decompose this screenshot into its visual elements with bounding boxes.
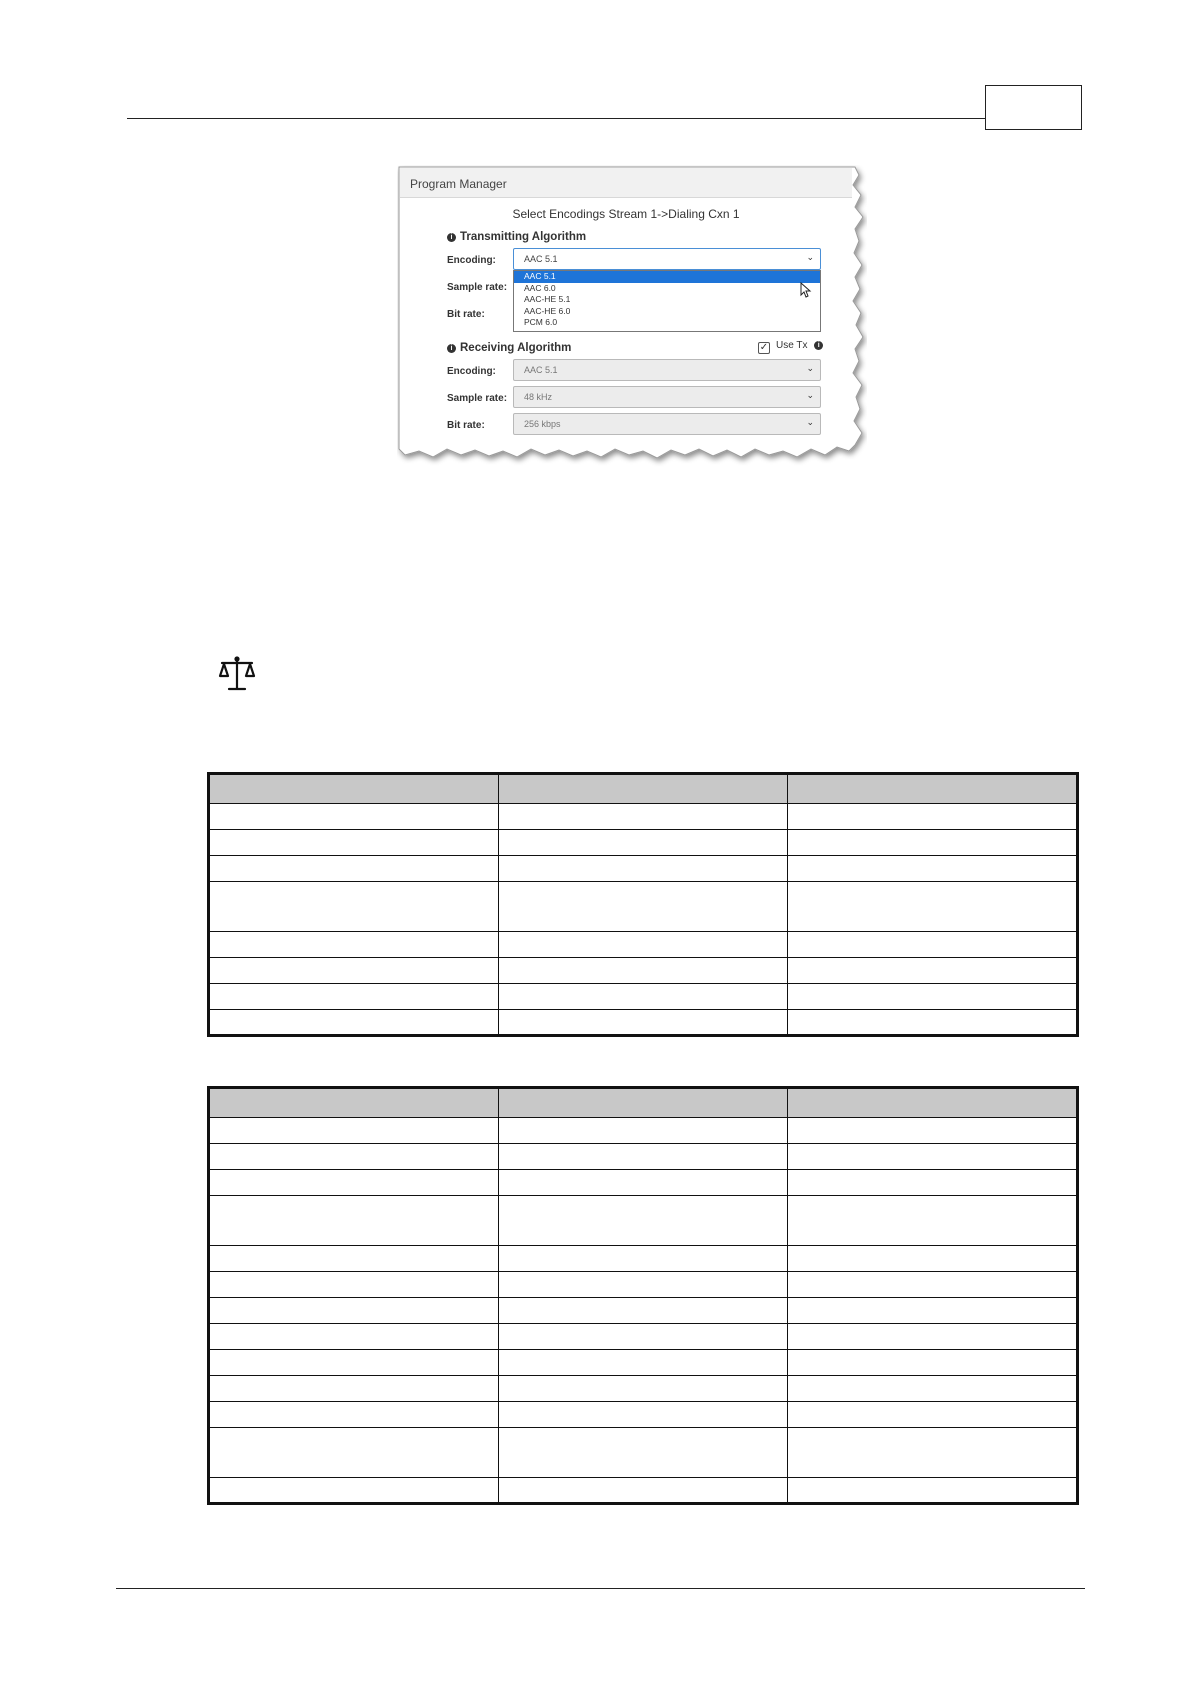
table-cell	[209, 1170, 499, 1196]
table-cell	[788, 804, 1078, 830]
table-row	[209, 932, 1078, 958]
table-cell	[209, 804, 499, 830]
tx-bit-rate-label: Bit rate:	[447, 309, 485, 320]
table-cell	[498, 984, 788, 1010]
footer-rule	[116, 1588, 1085, 1589]
table-cell	[209, 1298, 499, 1324]
page-number-box	[985, 85, 1082, 130]
program-manager-dialog	[400, 168, 852, 460]
table-row	[209, 984, 1078, 1010]
table-cell	[498, 1324, 788, 1350]
receiving-section-title	[447, 342, 571, 354]
dropdown-option[interactable]: PCM 6.0	[524, 317, 558, 327]
table-cell	[788, 1376, 1078, 1402]
chevron-down-icon: ⌄	[806, 363, 814, 373]
table-row	[209, 804, 1078, 830]
table-row	[209, 1428, 1078, 1478]
header-cell	[209, 774, 499, 804]
rx-encoding-value: AAC 5.1	[524, 365, 558, 375]
dialog-subtitle: Select Encodings Stream 1->Dialing Cxn 1	[512, 207, 740, 221]
table-row	[209, 830, 1078, 856]
table-cell	[498, 856, 788, 882]
table-row	[209, 1324, 1078, 1350]
table-cell	[209, 1376, 499, 1402]
table-cell	[788, 1324, 1078, 1350]
rx-sample-rate-label: Sample rate:	[447, 393, 508, 404]
table-cell	[498, 1298, 788, 1324]
table-cell	[209, 1402, 499, 1428]
table-cell	[788, 1298, 1078, 1324]
table-cell	[209, 1272, 499, 1298]
header-cell	[498, 774, 788, 804]
table-cell	[788, 958, 1078, 984]
table-cell	[209, 882, 499, 932]
table-row	[209, 1010, 1078, 1036]
table-cell	[498, 1246, 788, 1272]
table-cell	[498, 1144, 788, 1170]
rx-bit-rate-value: 256 kbps	[524, 419, 561, 429]
table-row	[209, 1118, 1078, 1144]
rx-encoding-select[interactable]	[513, 359, 821, 381]
table-cell	[209, 932, 499, 958]
table-cell	[209, 1196, 499, 1246]
table-cell	[209, 1246, 499, 1272]
table-cell	[209, 1350, 499, 1376]
table-cell	[788, 1196, 1078, 1246]
table-cell	[788, 1118, 1078, 1144]
table-cell	[498, 1428, 788, 1478]
table-cell	[209, 830, 499, 856]
table-cell	[788, 1478, 1078, 1504]
table-cell	[209, 1144, 499, 1170]
table-cell	[788, 1144, 1078, 1170]
table-row	[209, 1350, 1078, 1376]
chevron-down-icon: ⌄	[806, 390, 814, 400]
dropdown-option[interactable]: AAC 6.0	[524, 282, 556, 293]
table-cell	[788, 984, 1078, 1010]
encoding-dropdown-list	[513, 270, 821, 332]
tx-encoding-label: Encoding:	[447, 255, 496, 266]
chevron-down-icon: ⌄	[806, 417, 814, 427]
window-title: Program Manager	[400, 168, 852, 198]
table-row	[209, 1402, 1078, 1428]
table-cell	[498, 958, 788, 984]
receiving-title-text: Receiving Algorithm	[460, 342, 572, 354]
table-cell	[788, 1010, 1078, 1036]
mouse-pointer-icon	[800, 282, 812, 298]
table-cell	[498, 830, 788, 856]
table-row	[209, 1170, 1078, 1196]
table-cell	[209, 1478, 499, 1504]
info-icon[interactable]: i	[447, 233, 456, 242]
table-cell	[498, 1402, 788, 1428]
table-cell	[209, 958, 499, 984]
table-cell	[788, 856, 1078, 882]
transmitting-section-title	[447, 231, 586, 243]
check-icon[interactable]: ✓	[759, 342, 769, 353]
table-cell	[209, 1324, 499, 1350]
table-cell	[788, 1170, 1078, 1196]
use-tx-label: Use Tx	[776, 340, 808, 351]
tx-encoding-select[interactable]	[513, 248, 821, 270]
table-row	[209, 856, 1078, 882]
table-header-row	[209, 1088, 1078, 1118]
header-cell	[209, 1088, 499, 1118]
table-cell	[498, 804, 788, 830]
table-cell	[498, 932, 788, 958]
table-cell	[209, 856, 499, 882]
scales-icon	[217, 654, 257, 694]
table-cell	[788, 1350, 1078, 1376]
header-rule	[127, 118, 985, 119]
table-cell	[498, 1350, 788, 1376]
rx-encoding-label: Encoding:	[447, 366, 496, 377]
header-cell	[788, 774, 1078, 804]
rx-sample-rate-value: 48 kHz	[524, 392, 553, 402]
table-row	[209, 1196, 1078, 1246]
table-row	[209, 1144, 1078, 1170]
table-cell	[788, 830, 1078, 856]
table-row	[209, 1298, 1078, 1324]
table-row	[209, 1376, 1078, 1402]
table-cell	[209, 984, 499, 1010]
table-cell	[498, 1272, 788, 1298]
info-icon[interactable]: i	[814, 341, 823, 350]
table-row	[209, 1272, 1078, 1298]
table-cell	[498, 882, 788, 932]
rx-bit-rate-label: Bit rate:	[447, 420, 485, 431]
rx-bit-rate-select[interactable]	[513, 413, 821, 435]
table-header-row	[209, 774, 1078, 804]
info-icon[interactable]: i	[447, 344, 456, 353]
use-tx-checkbox[interactable]	[758, 340, 827, 354]
table-cell	[498, 1376, 788, 1402]
program-manager-screenshot	[397, 165, 867, 470]
table-cell	[498, 1478, 788, 1504]
dropdown-option[interactable]: AAC-HE 5.1	[524, 294, 571, 304]
table-cell	[498, 1170, 788, 1196]
header-cell	[498, 1088, 788, 1118]
table-cell	[209, 1118, 499, 1144]
table-cell	[209, 1428, 499, 1478]
table-cell	[788, 882, 1078, 932]
table-cell	[498, 1010, 788, 1036]
chevron-down-icon: ⌄	[806, 252, 814, 262]
table-cell	[498, 1118, 788, 1144]
table-1	[207, 772, 1079, 1037]
table-cell	[788, 1402, 1078, 1428]
table-cell	[209, 1010, 499, 1036]
table-row	[209, 1246, 1078, 1272]
table-cell	[498, 1196, 788, 1246]
header-cell	[788, 1088, 1078, 1118]
dropdown-option[interactable]: AAC 5.1	[514, 271, 820, 283]
table-row	[209, 1478, 1078, 1504]
table-cell	[788, 1428, 1078, 1478]
table-cell	[788, 1272, 1078, 1298]
tx-sample-rate-label: Sample rate:	[447, 282, 508, 293]
dropdown-option[interactable]: AAC-HE 6.0	[524, 305, 571, 316]
table-row	[209, 882, 1078, 932]
tx-encoding-value: AAC 5.1	[524, 254, 558, 264]
transmitting-title-text: Transmitting Algorithm	[460, 231, 587, 243]
table-cell	[788, 932, 1078, 958]
rx-sample-rate-select[interactable]	[513, 386, 821, 408]
table-cell	[788, 1246, 1078, 1272]
table-row	[209, 958, 1078, 984]
table-2	[207, 1086, 1079, 1505]
